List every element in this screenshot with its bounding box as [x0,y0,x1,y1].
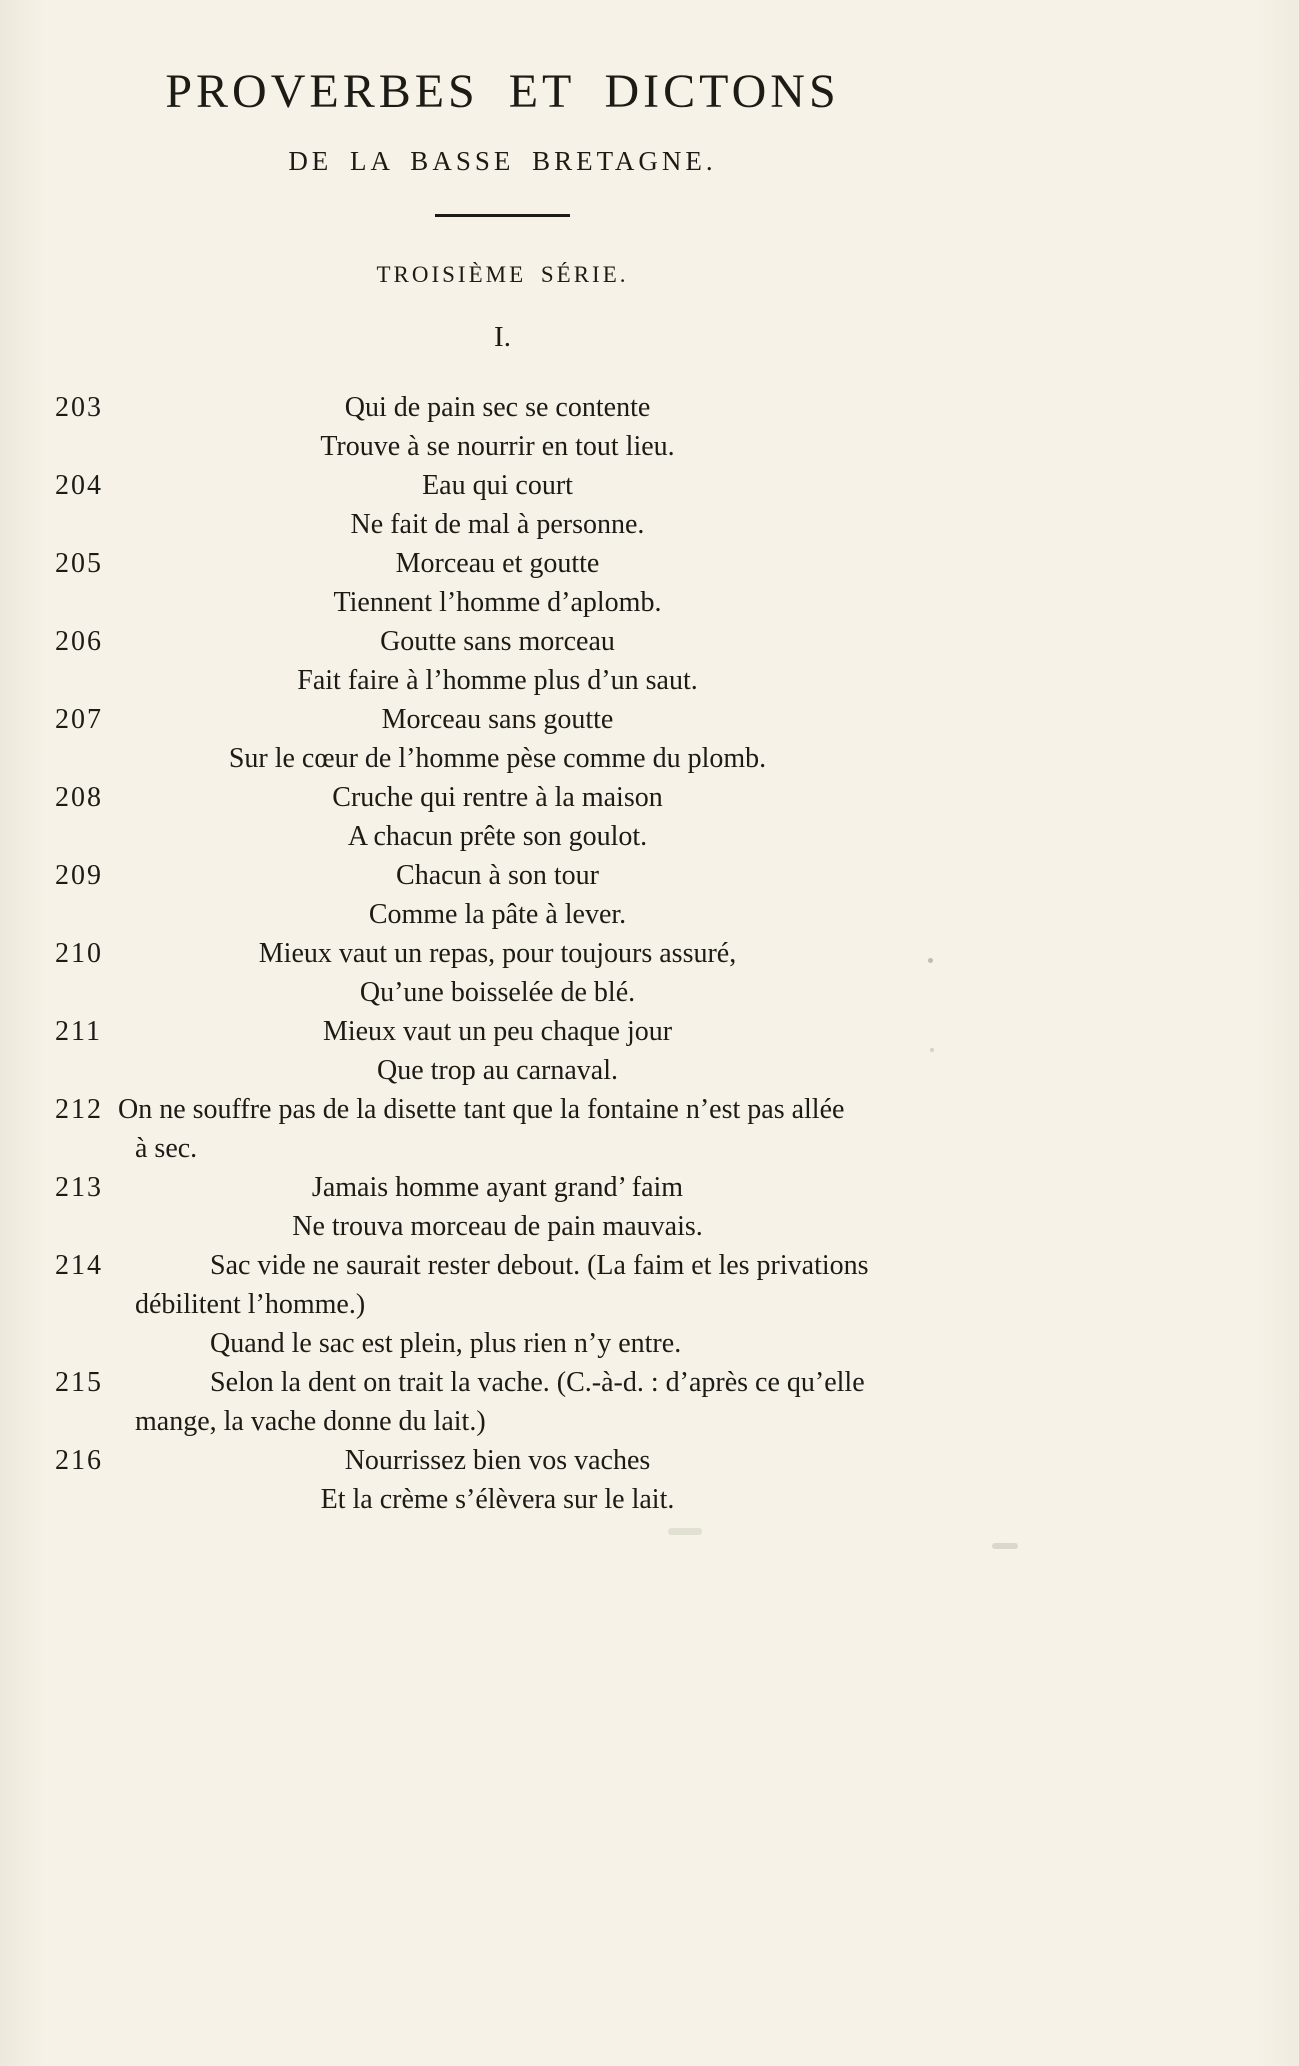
verse-line: Qu’une boisselée de blé. [359,977,636,1008]
entry-number: 215 [55,1367,103,1398]
entry-number: 206 [55,626,103,657]
verse-line: Eau qui court [422,470,573,501]
divider-rule [435,214,570,217]
page-subtitle: DE LA BASSE BRETAGNE. [288,146,717,176]
verse-line: Quand le sac est plein, plus rien n’y entre. [210,1328,682,1359]
entry [55,1168,950,1246]
verse-line: Goutte sans morceau [380,626,615,657]
verse-line: Chacun à son tour [396,860,599,891]
verse-line: Morceau sans goutte [381,704,614,735]
entry [55,1246,950,1363]
entry-number: 211 [55,1016,102,1047]
text-block [55,0,950,1519]
verse-line: Ne fait de mal à personne. [350,509,645,540]
verse-line: mange, la vache donne du lait.) [135,1406,486,1437]
entry-number: 210 [55,938,103,969]
entry [55,778,950,856]
verse-line: Fait faire à l’homme plus d’un saut. [297,665,698,696]
verse-line: Ne trouva morceau de pain mauvais. [292,1211,703,1242]
entry-number: 204 [55,470,103,501]
verse-line: débilitent l’homme.) [135,1289,366,1320]
scan-speck [992,1543,1018,1549]
entry-number: 203 [55,392,103,423]
entry [55,466,950,544]
verse-line: Comme la pâte à lever. [368,899,627,930]
verse-line: On ne souffre pas de la disette tant que la fontaine n’est pas allée [118,1094,845,1125]
entry [55,544,950,622]
scan-speck [668,1528,702,1535]
entry [55,1441,950,1519]
verse-line: Cruche qui rentre à la maison [332,782,663,813]
series-heading: TROISIÈME SÉRIE. [376,262,629,287]
verse-line: Tiennent l’homme d’aplomb. [333,587,662,618]
verse-line: Sac vide ne saurait rester debout. (La faim et les privations [210,1250,869,1281]
verse-line: Trouve à se nourrir en tout lieu. [320,431,675,462]
entry [55,856,950,934]
section-heading: I. [494,321,511,353]
entry-number: 205 [55,548,103,579]
entry [55,1363,950,1441]
verse-line: Selon la dent on trait la vache. (C.-à-d. : d’après ce qu’elle [210,1367,865,1398]
entry-number: 214 [55,1250,103,1281]
verse-line: Sur le cœur de l’homme pèse comme du plomb. [228,743,767,774]
scan-speck [930,1048,934,1052]
verse-line: A chacun prête son goulot. [347,821,648,852]
verse-line: Que trop au carnaval. [377,1055,618,1086]
entry [55,934,950,1012]
entry-number: 212 [55,1094,103,1125]
verse-line: Et la crème s’élèvera sur le lait. [320,1484,675,1515]
verse-line: Mieux vaut un repas, pour toujours assuré, [258,938,737,969]
verse-line: Qui de pain sec se contente [344,392,651,423]
verse-line: à sec. [135,1133,198,1164]
verse-line: Morceau et goutte [395,548,600,579]
entry-number: 213 [55,1172,103,1203]
entry [55,622,950,700]
entry-number: 207 [55,704,103,735]
entry-number: 209 [55,860,103,891]
verse-line: Nourrissez bien vos vaches [344,1445,651,1476]
page-title: PROVERBES ET DICTONS [165,65,840,118]
entry-number: 216 [55,1445,103,1476]
entries [55,388,950,1519]
verse-line: Jamais homme ayant grand’ faim [311,1172,684,1203]
entry [55,388,950,466]
entry [55,1012,950,1090]
entry-number: 208 [55,782,103,813]
verse-line: Mieux vaut un peu chaque jour [322,1016,673,1047]
entry [55,1090,950,1168]
scan-speck [928,958,933,963]
entry [55,700,950,778]
